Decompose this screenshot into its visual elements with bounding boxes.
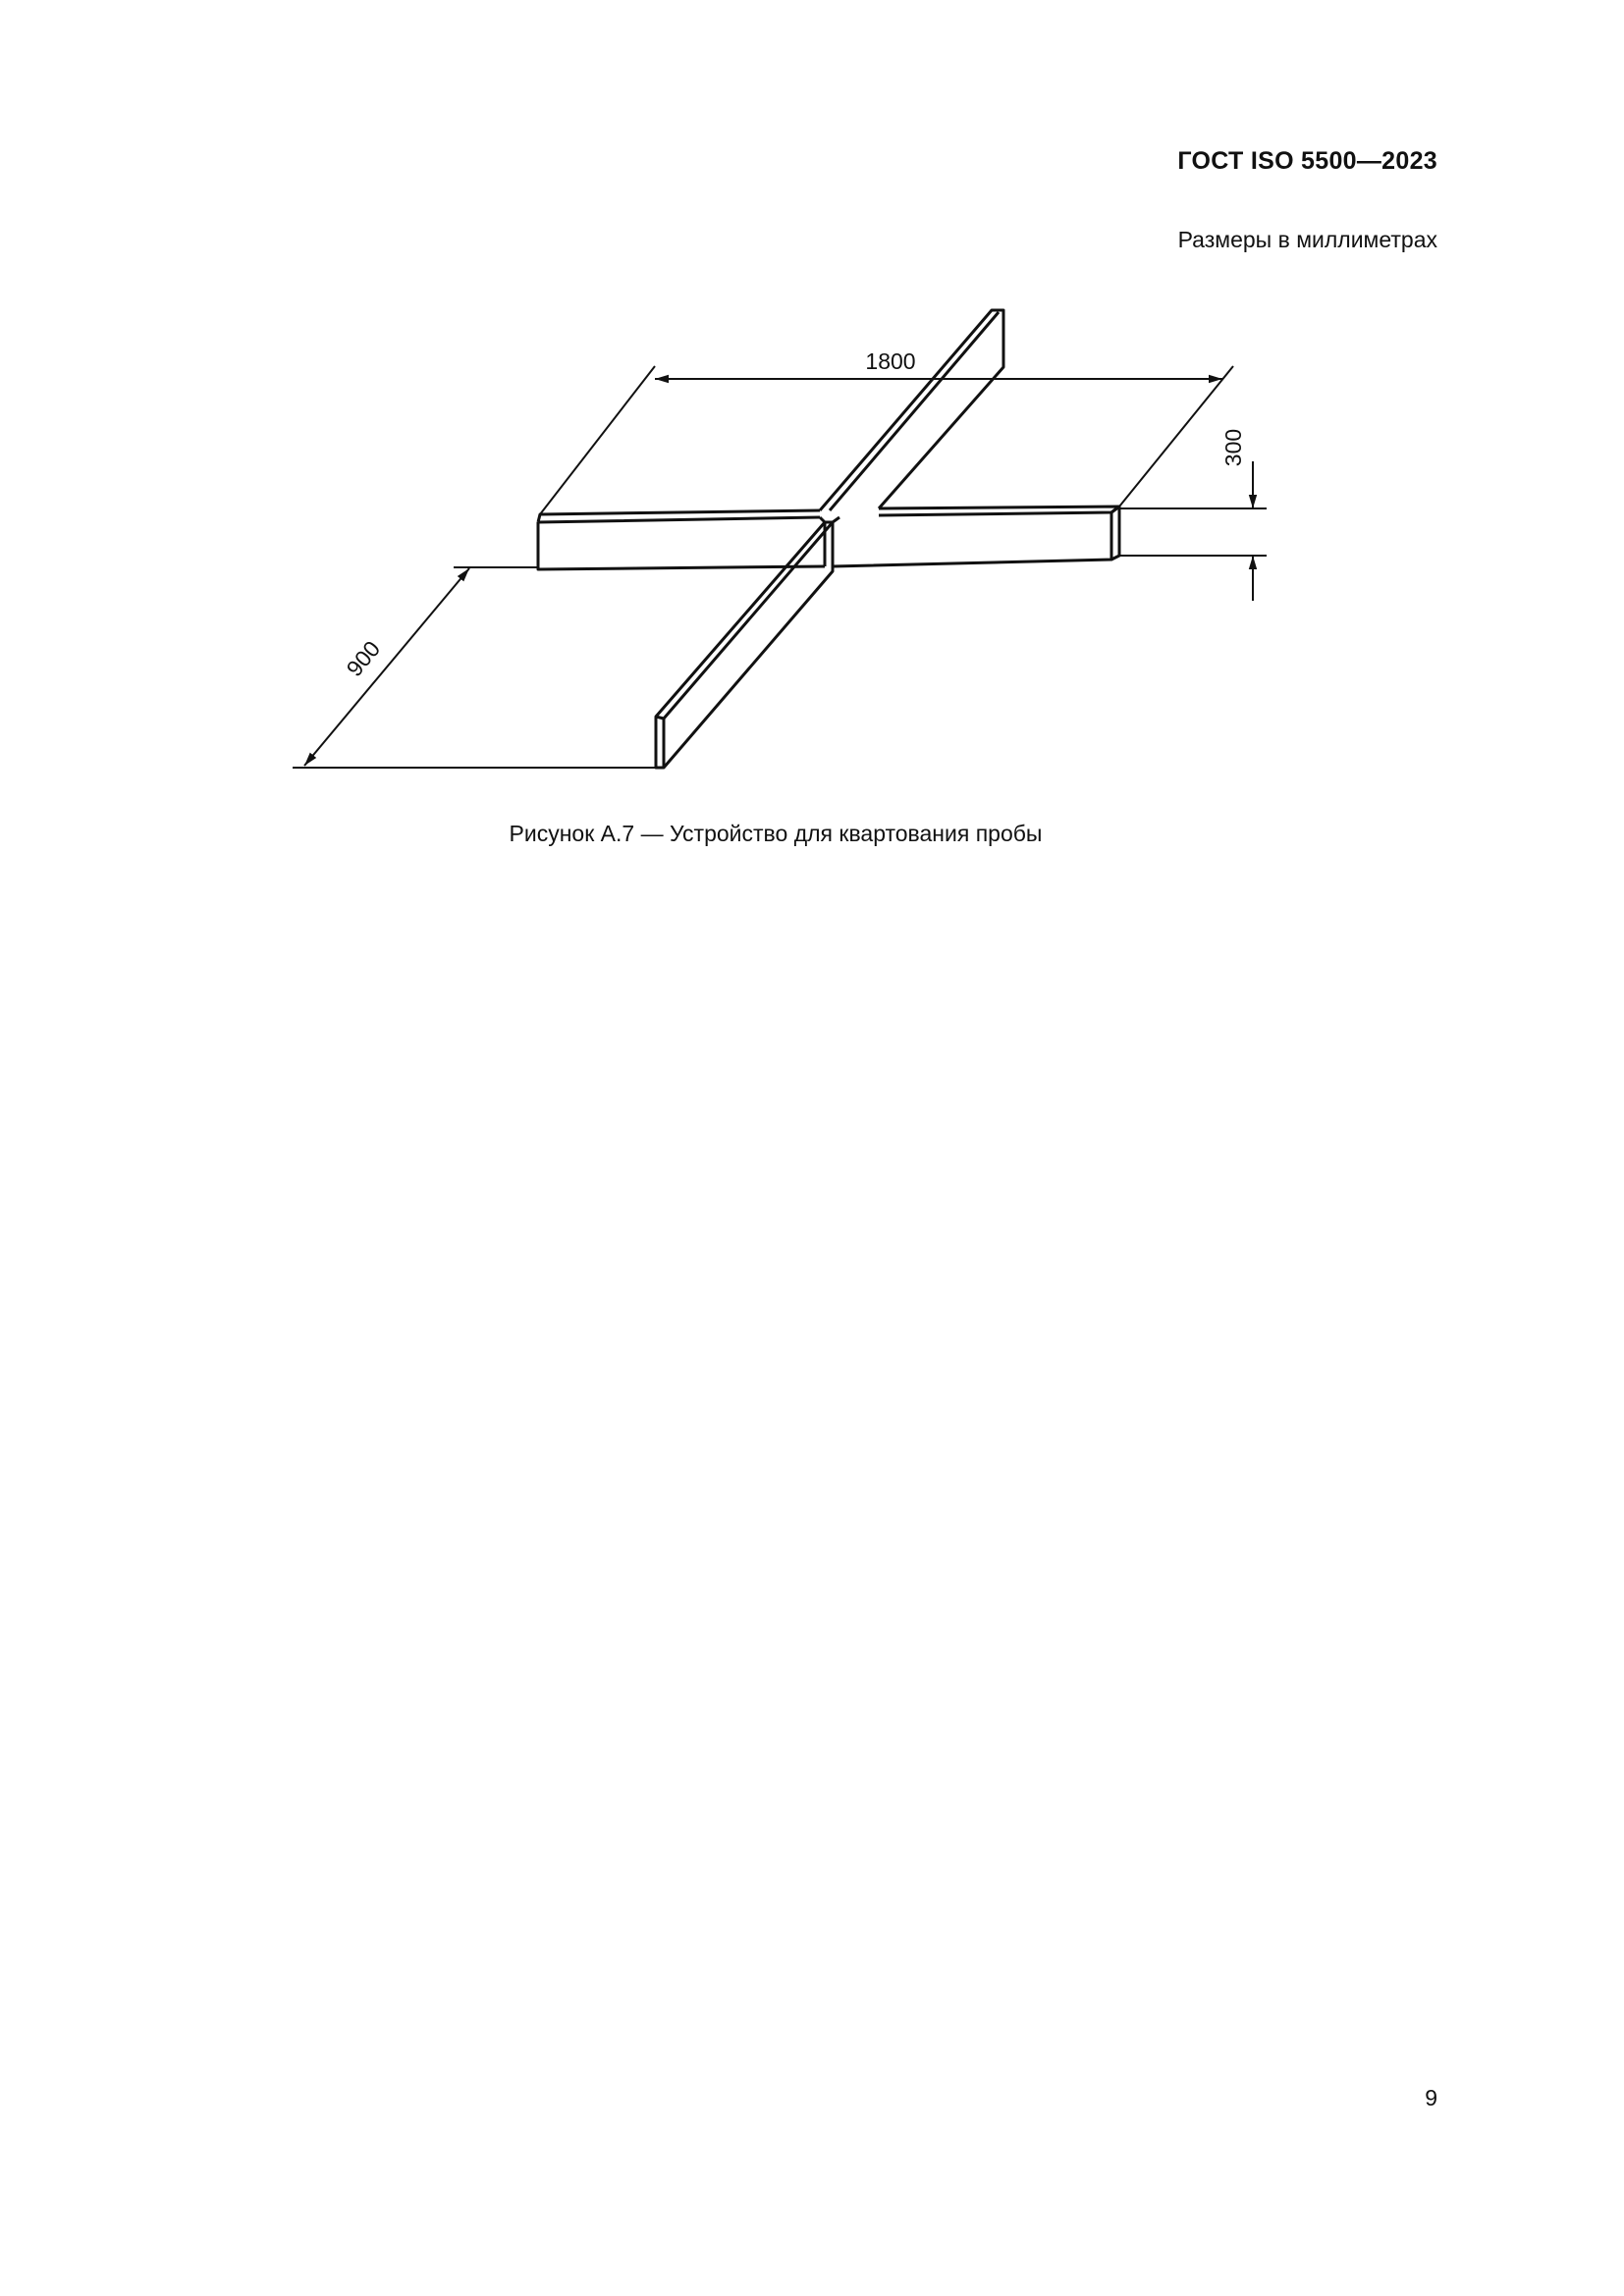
dimension-label-height: 300 <box>1220 428 1246 467</box>
dimension-label-width: 900 <box>341 635 386 681</box>
drawing-canvas <box>0 0 1624 805</box>
diagonal-plate-back-segment <box>820 310 1003 510</box>
extension-line-right <box>1119 366 1233 507</box>
extension-line-left <box>540 366 655 514</box>
horizontal-beam-top-face <box>538 507 1119 522</box>
dimension-label-length: 1800 <box>865 348 916 374</box>
dimension-line-width <box>304 568 469 766</box>
figure-quartering-device <box>0 0 1624 805</box>
page-number: 9 <box>1425 2085 1437 2110</box>
units-note: Размеры в миллиметрах <box>1177 227 1437 252</box>
figure-caption: Рисунок А.7 — Устройство для квартования пробы <box>509 821 1043 846</box>
diagonal-plate-front-segment <box>656 522 833 768</box>
document-code: ГОСТ ISO 5500—2023 <box>1177 147 1437 175</box>
